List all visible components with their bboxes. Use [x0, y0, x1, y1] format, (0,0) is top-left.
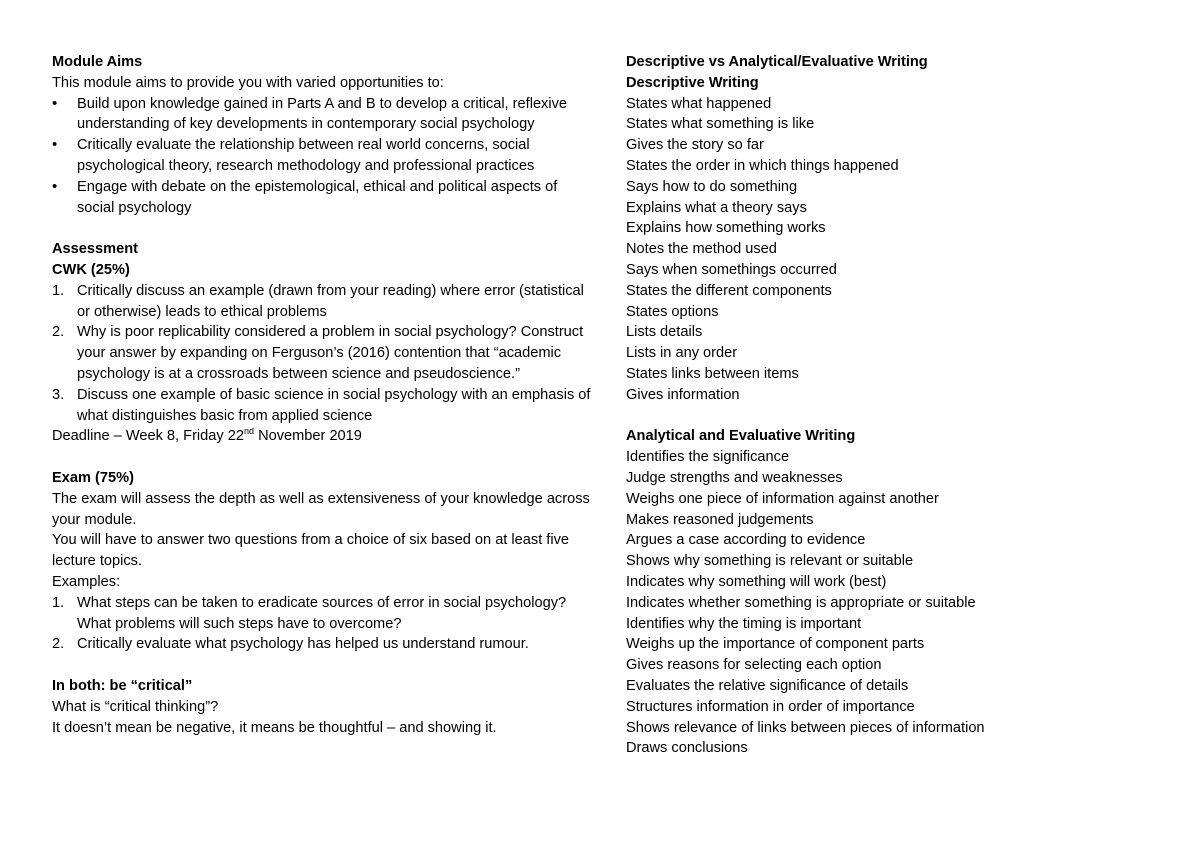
- exam-paragraph: The exam will assess the depth as well as extensiveness of your knowledge across your module.: [52, 490, 590, 528]
- exam-heading: Exam (75%): [52, 469, 134, 486]
- cwk-item-text: Discuss one example of basic science in social psychology with an emphasis of what distinguishes basic from applied science: [77, 386, 591, 424]
- descriptive-item: Gives information: [626, 386, 740, 403]
- left-column: [52, 52, 592, 738]
- exam-example-number: 2.: [52, 636, 65, 653]
- descriptive-item: Notes the method used: [626, 241, 777, 258]
- descriptive-item: Says how to do something: [626, 178, 798, 195]
- module-aims-list: [52, 94, 592, 219]
- analytical-item: Indicates why something will work (best): [626, 573, 887, 590]
- writing-comparison-title: Descriptive vs Analytical/Evaluative Writing: [626, 54, 928, 70]
- assessment-heading: Assessment: [52, 241, 138, 258]
- descriptive-item: Lists details: [626, 324, 703, 341]
- cwk-item-text: Why is poor replicability considered a problem in social psychology? Construct your answer by expanding on Ferguson’s (2016) contention that “academic psychology is at a crossroads between science and pseudoscience.”: [77, 324, 584, 382]
- cwk-item-number: 1.: [52, 282, 65, 299]
- descriptive-item: States the order in which things happened: [626, 157, 899, 174]
- exam-paragraph: You will have to answer two questions from a choice of six based on at least five lecture topics.: [52, 532, 570, 570]
- cwk-item: [52, 322, 592, 384]
- descriptive-list: [626, 94, 1146, 406]
- cwk-heading: CWK (25%): [52, 261, 130, 278]
- exam-example-item: [52, 593, 592, 635]
- descriptive-item: States links between items: [626, 365, 799, 382]
- examples-label: Examples:: [52, 573, 121, 590]
- cwk-item-number: 2.: [52, 324, 65, 341]
- exam-example-text: Critically evaluate what psychology has helped us understand rumour.: [77, 636, 529, 653]
- critical-heading: In both: be “critical”: [52, 677, 193, 694]
- descriptive-item: Lists in any order: [626, 345, 738, 362]
- descriptive-item: States what happened: [626, 95, 772, 112]
- analytical-item: Draws conclusions: [626, 740, 748, 757]
- deadline-text: Deadline – Week 8, Friday 22nd November 2019: [52, 426, 362, 445]
- module-aim-item: • Build upon knowledge gained in Parts A and B to develop a critical, reflexive understanding of key developments in contemporary social psychology: [52, 94, 592, 136]
- descriptive-heading: Descriptive Writing: [626, 74, 759, 91]
- analytical-item: Indicates whether something is appropriate or suitable: [626, 594, 976, 611]
- analytical-item: Identifies the significance: [626, 449, 790, 466]
- analytical-item: Gives reasons for selecting each option: [626, 657, 882, 674]
- analytical-item: Shows why something is relevant or suitable: [626, 553, 914, 570]
- descriptive-item: Says when somethings occurred: [626, 261, 837, 278]
- analytical-item: Weighs one piece of information against another: [626, 490, 939, 507]
- right-column: [626, 52, 1146, 759]
- analytical-heading: Analytical and Evaluative Writing: [626, 428, 856, 445]
- cwk-list: [52, 281, 592, 427]
- analytical-item: Weighs up the importance of component parts: [626, 636, 925, 653]
- module-aims-heading: Module Aims: [52, 54, 143, 70]
- analytical-item: Identifies why the timing is important: [626, 615, 862, 632]
- critical-line: What is “critical thinking”?: [52, 698, 219, 715]
- cwk-item-number: 3.: [52, 386, 65, 403]
- analytical-list: [626, 447, 1146, 759]
- module-aim-item: • Engage with debate on the epistemological, ethical and political aspects of social psychology: [52, 177, 592, 219]
- descriptive-item: States options: [626, 303, 719, 320]
- analytical-item: Makes reasoned judgements: [626, 511, 814, 528]
- descriptive-item: States what something is like: [626, 116, 815, 133]
- analytical-item: Structures information in order of importance: [626, 698, 915, 715]
- analytical-item: Argues a case according to evidence: [626, 532, 866, 549]
- exam-examples-list: [52, 593, 592, 655]
- exam-example-item: [52, 634, 592, 655]
- cwk-item: [52, 385, 592, 427]
- module-aims-intro: This module aims to provide you with varied opportunities to:: [52, 74, 444, 91]
- analytical-item: Evaluates the relative significance of details: [626, 677, 909, 694]
- cwk-item-text: Critically discuss an example (drawn from your reading) where error (statistical or otherwise) leads to ethical problems: [77, 282, 584, 320]
- cwk-item: [52, 281, 592, 323]
- exam-example-text: What steps can be taken to eradicate sources of error in social psychology? What problems will such steps have to overcome?: [77, 594, 567, 632]
- analytical-item: Judge strengths and weaknesses: [626, 469, 843, 486]
- descriptive-item: Explains how something works: [626, 220, 826, 237]
- descriptive-item: Explains what a theory says: [626, 199, 807, 216]
- exam-example-number: 1.: [52, 594, 65, 611]
- analytical-item: Shows relevance of links between pieces of information: [626, 719, 985, 736]
- critical-line: It doesn’t mean be negative, it means be thoughtful – and showing it.: [52, 719, 497, 736]
- descriptive-item: Gives the story so far: [626, 137, 764, 154]
- descriptive-item: States the different components: [626, 282, 832, 299]
- module-aim-item: • Critically evaluate the relationship between real world concerns, social psychological theory, research methodology and professional practices: [52, 135, 592, 177]
